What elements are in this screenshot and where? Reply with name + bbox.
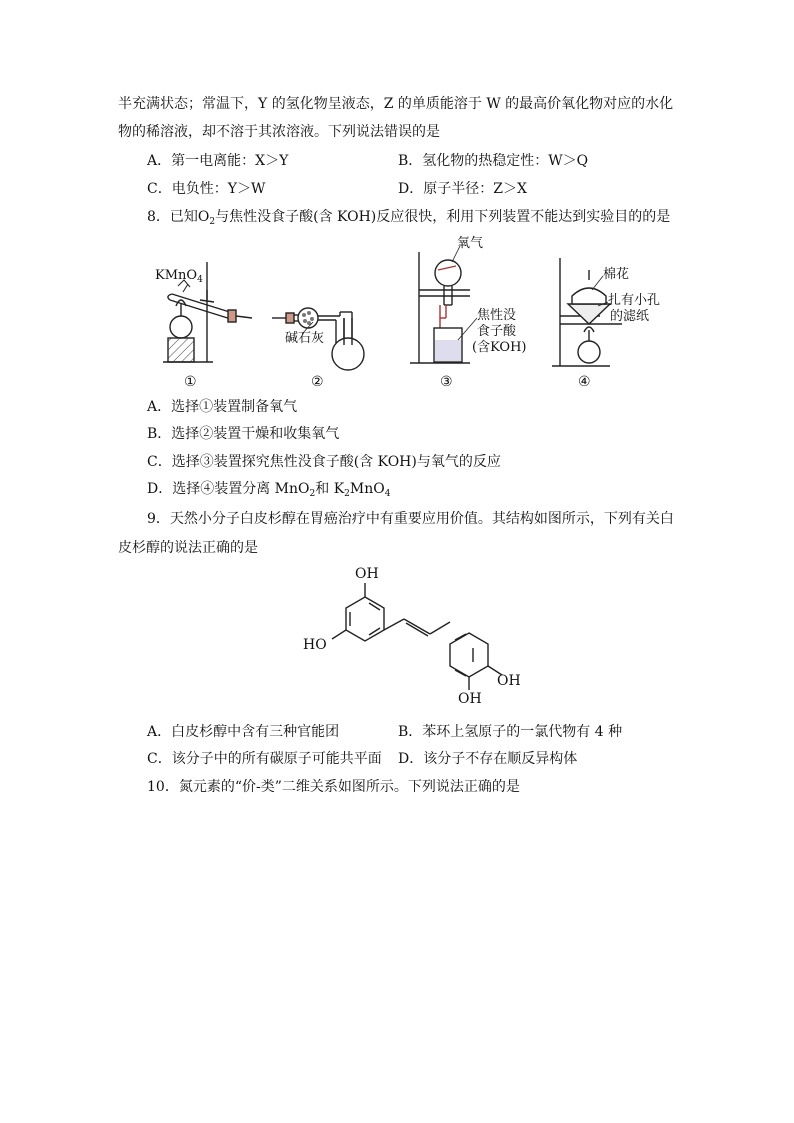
- q8-option-d-mid-2: MnO: [349, 481, 385, 497]
- label-reagent-line-3: (含KOH): [472, 340, 527, 355]
- figure-number-2: ②: [311, 374, 324, 390]
- label-kmno4-sub: 4: [197, 275, 203, 285]
- q10-line-1: 10．氮元素的“价-类”二维关系如图所示。下列说法正确的是: [147, 779, 520, 795]
- q8-option-a: A．选择①装置制备氧气: [147, 399, 298, 415]
- q8-option-b: B．选择②装置干燥和收集氧气: [147, 426, 340, 442]
- label-reagent-line-2: 食子酸: [477, 324, 517, 339]
- label-kmno4-text: KMnO: [155, 268, 198, 283]
- label-oh-top: OH: [355, 566, 379, 582]
- label-oh-right: OH: [497, 673, 521, 689]
- figure-number-4: ④: [578, 374, 591, 390]
- q8-option-d-sub-3: 4: [384, 489, 391, 499]
- q9-option-d: D．该分子不存在顺反异构体: [398, 751, 578, 767]
- q8-option-d-pre: D．选择④装置分离 MnO: [147, 481, 310, 497]
- q7-line-1: 半充满状态；常温下，Y 的氢化物呈液态，Z 的单质能溶于 W 的最高价氧化物对应的水化: [118, 96, 674, 112]
- q8-option-d-sub-1: 2: [309, 489, 316, 499]
- q9-option-a: A．白皮杉醇中含有三种官能团: [147, 724, 340, 740]
- q9-option-b: B．苯环上氢原子的一氯代物有 4 种: [398, 724, 623, 740]
- label-soda-lime: 碱石灰: [285, 331, 325, 346]
- q8-stem-sub: 2: [209, 217, 216, 227]
- q9-line-2: 皮杉醇的说法正确的是: [118, 540, 258, 556]
- q7-option-a: A．第一电离能：X＞Y: [147, 153, 289, 169]
- figure-number-1: ①: [184, 374, 197, 390]
- q8-option-d-mid: 和 K: [315, 481, 345, 497]
- label-oh-bottom: OH: [458, 691, 482, 707]
- q8-stem-post: 与焦性没食子酸(含 KOH)反应很快，利用下列装置不能达到实验目的的是: [215, 209, 671, 225]
- label-filter-line-2: 的滤纸: [610, 309, 650, 324]
- q7-line-2: 物的稀溶液，却不溶于其浓溶液。下列说法错误的是: [118, 124, 440, 140]
- label-reagent-line-1: 焦性没: [477, 308, 517, 323]
- q9-option-c: C．该分子中的所有碳原子可能共平面: [147, 751, 382, 767]
- q8-option-d-sub-2: 2: [344, 489, 350, 499]
- q7-option-b: B．氢化物的热稳定性：W＞Q: [398, 153, 589, 169]
- q9-line-1: 9．天然小分子白皮杉醇在胃癌治疗中有重要应用价值。其结构如图所示，下列有关白: [147, 511, 674, 527]
- label-cotton: 棉花: [603, 267, 630, 282]
- q8-option-c: C．选择③装置探究焦性没食子酸(含 KOH)与氧气的反应: [147, 454, 501, 470]
- label-filter-line-1: 扎有小孔: [608, 293, 661, 308]
- q7-option-d: D．原子半径：Z＞X: [398, 181, 527, 197]
- figure-number-3: ③: [440, 374, 453, 390]
- label-oxygen: 氧气: [457, 236, 484, 251]
- q8-stem-pre: 8．已知O: [147, 209, 210, 225]
- label-ho-left: HO: [303, 637, 327, 653]
- q7-option-c: C．电负性：Y＞W: [147, 181, 266, 197]
